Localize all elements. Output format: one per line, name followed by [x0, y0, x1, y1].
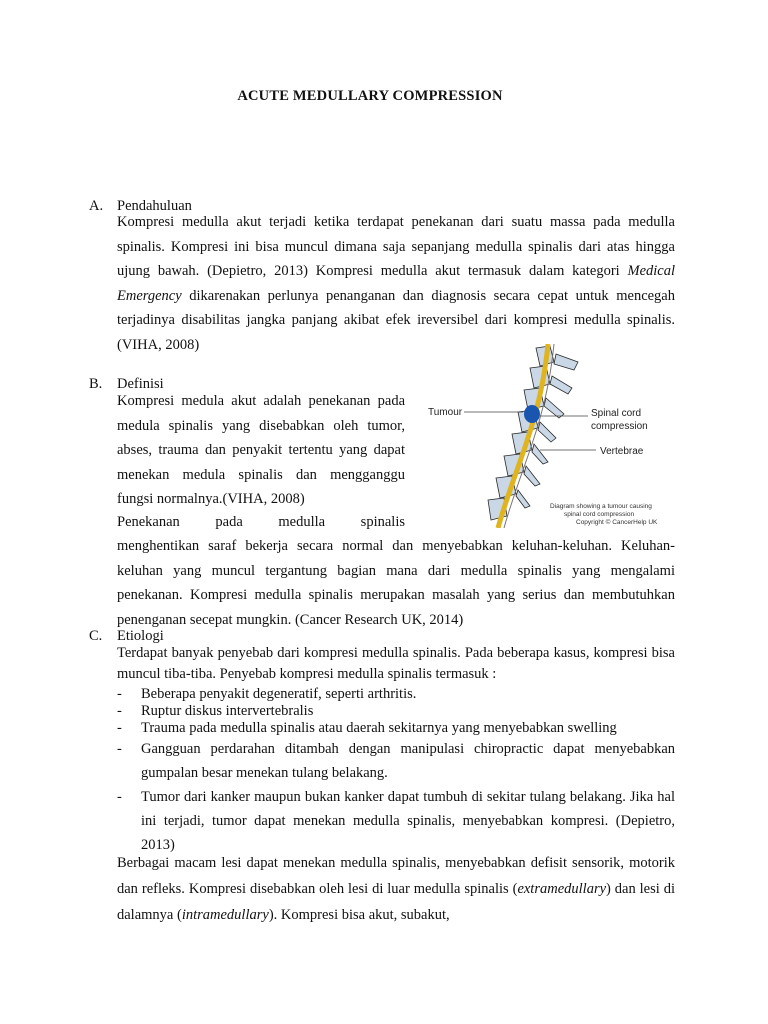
list-item: [117, 703, 675, 720]
bullet-marker: -: [117, 686, 122, 702]
list-item-text: Tumor dari kanker maupun bukan kanker dapat tumbuh di sekitar tulang belakang. Jika hal ini terjadi, tumor dapat menekan medulla spinalis, menyebabkan kompresi. (Depietro, 2013): [141, 789, 675, 853]
intramedullary-term: intramedullary: [181, 907, 269, 923]
section-c-title: Etiologi: [117, 628, 164, 644]
section-b-paragraph-2-first-line: Penekanan pada medulla spinalis: [117, 514, 405, 530]
section-b-letter: B.: [89, 376, 103, 392]
list-item-text: Trauma pada medulla spinalis atau daerah sekitarnya yang menyebabkan swelling: [141, 720, 617, 736]
list-item-text: Gangguan perdarahan ditambah dengan manipulasi chiropractic dapat menyebabkan gumpalan besar menekan tulang belakang.: [141, 741, 675, 781]
tumour-mass: [524, 405, 540, 423]
figure-caption-line-2: spinal cord compression: [564, 511, 635, 518]
section-b-title: Definisi: [117, 376, 164, 392]
section-a-text-1: Kompresi medulla akut terjadi ketika terdapat penekanan dari suatu massa pada medulla spinalis. Kompresi ini bisa muncul dimana saja sepanjang medulla spinalis dari atas hingga ujung bawah. (Depietro, 2013) Kompresi medulla akut termasuk dalam kategori: [117, 214, 675, 279]
section-b-paragraph-2: menghentikan saraf bekerja secara normal dan menyebabkan keluhan-keluhan. Keluhan-keluhan yang muncul tergantung bagian mana dari medulla spinalis yang mengalami penekanan. Kompresi medulla spinalis merupakan masalah yang serius dan membutuhkan penenganan secepat mungkin. (Cancer Research UK, 2014): [117, 538, 675, 628]
page-title: ACUTE MEDULLARY COMPRESSION: [237, 88, 503, 104]
spine-illustration: [418, 344, 682, 528]
etiology-list: [117, 686, 675, 857]
section-a-text-2: dikarenakan perlunya penanganan dan diagnosis secara cepat untuk mencegah terjadinya disabilitas jangka panjang akibat efek ireversibel dari kompresi medulla spinalis.(VIHA, 2008): [117, 287, 675, 353]
section-a-title: Pendahuluan: [117, 198, 192, 214]
medical-emergency-term: Medical Emergency: [117, 263, 675, 304]
list-item: [117, 785, 675, 857]
closing-text-3: ). Kompresi bisa akut, subakut,: [268, 907, 450, 923]
list-item-text: Beberapa penyakit degeneratif, seperti arthritis.: [141, 686, 417, 702]
bullet-marker: -: [117, 789, 122, 805]
spinal-cord-label: Spinal cord: [591, 408, 642, 419]
section-c-closing: [117, 850, 675, 928]
list-item: [117, 720, 675, 737]
compression-label: compression: [591, 421, 648, 432]
section-a-paragraph: [117, 210, 675, 357]
bullet-marker: -: [117, 703, 122, 719]
section-b-paragraph-1: Kompresi medula akut adalah penekanan pada medula spinalis yang disebabkan oleh tumor, abses, trauma dan penyakit tertentu yang dapat menekan medula spinalis dan mengganggu fungsi normalnya.(VIHA, 2008): [117, 393, 405, 507]
extramedullary-term: extramedullary: [517, 881, 607, 897]
section-a-letter: A.: [89, 198, 104, 214]
bullet-marker: -: [117, 741, 122, 757]
list-item: [117, 686, 675, 703]
closing-text-1: Berbagai macam lesi dapat menekan medulla spinalis, menyebabkan defisit sensorik, motorik dan refleks. Kompresi disebabkan oleh lesi di luar medulla spinalis (: [117, 855, 675, 897]
bullet-marker: -: [117, 720, 122, 736]
section-c-letter: C.: [89, 628, 103, 644]
vertebrae-label: Vertebrae: [600, 446, 644, 457]
list-item-text: Ruptur diskus intervertebralis: [141, 703, 314, 719]
tumour-label: Tumour: [428, 407, 463, 418]
closing-text-2: ) dan lesi di dalamnya (: [117, 881, 675, 923]
figure-caption-line-1: Diagram showing a tumour causing: [550, 503, 652, 510]
section-c-intro: Terdapat banyak penyebab dari kompresi medulla spinalis. Pada beberapa kasus, kompresi bisa muncul tiba-tiba. Penyebab kompresi medulla spinalis termasuk :: [117, 645, 675, 682]
list-item: [117, 737, 675, 785]
figure-copyright: Copyright © CancerHelp UK: [576, 519, 658, 526]
spinal-cord-compression-diagram: [418, 344, 682, 528]
